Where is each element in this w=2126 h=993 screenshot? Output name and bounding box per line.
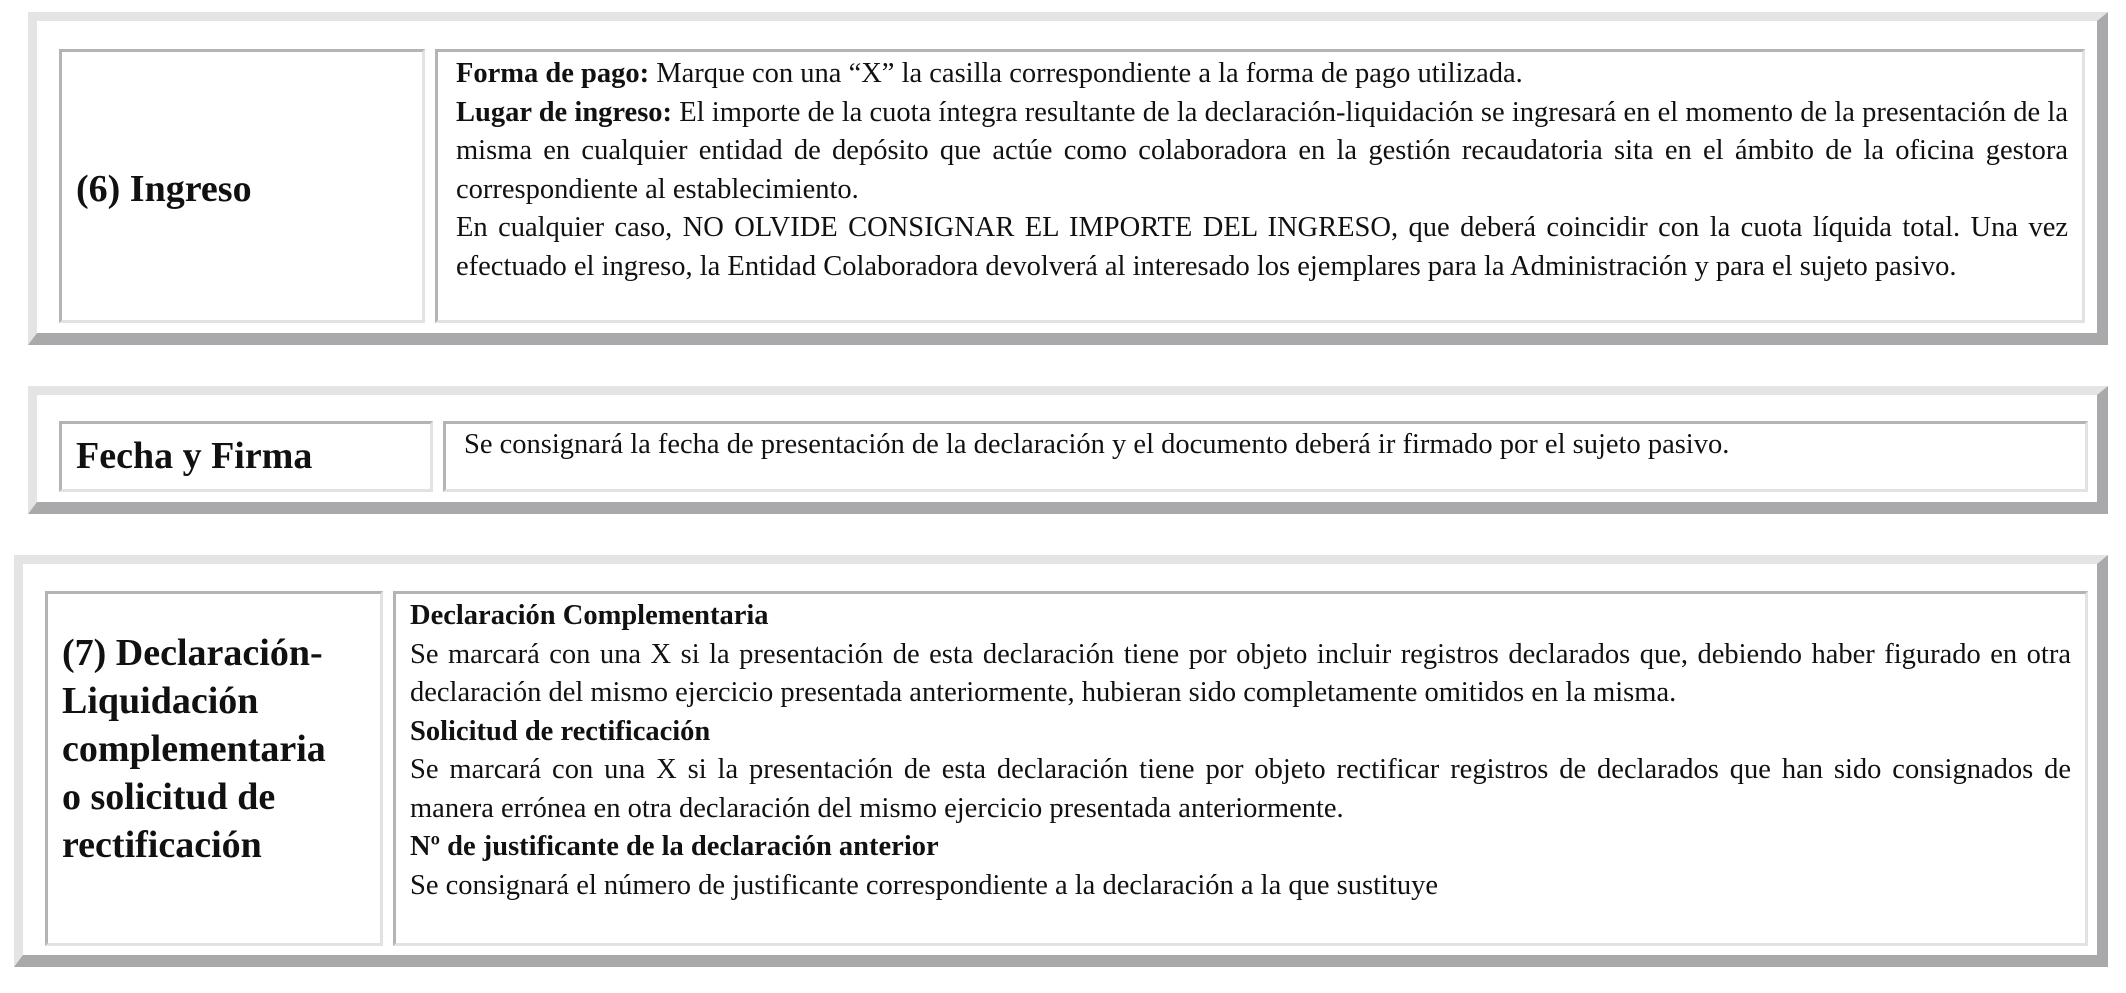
rectificacion-heading-text: Solicitud de rectificación bbox=[410, 715, 711, 747]
lugar-ingreso-label: Lugar de ingreso: bbox=[456, 96, 673, 128]
section-6-content-cell bbox=[435, 49, 2085, 323]
justificante-heading-text: Nº de justificante de la declaración anterior bbox=[410, 831, 939, 862]
complementaria-heading-text: Declaración Complementaria bbox=[410, 600, 769, 631]
fecha-firma-panel bbox=[28, 386, 2108, 514]
section-7-panel bbox=[14, 555, 2108, 967]
justificante-heading bbox=[410, 828, 2071, 867]
lugar-ingreso-paragraph bbox=[456, 94, 2068, 210]
justificante-text: Se consignará el número de justificante correspondiente a la declaración a la que sustituye bbox=[410, 869, 1438, 901]
section-7-label bbox=[62, 629, 326, 869]
rectificacion-text: Se marcará con una X si la presentación de esta declaración tiene por objeto rectificar registros de declarados que han sido consignados de manera errónea en otra declaración del mismo ejercicio presentada anteriormente. bbox=[410, 754, 2071, 824]
forma-pago-text: Marque con una “X” la casilla correspondiente a la forma de pago utilizada. bbox=[649, 58, 1523, 89]
forma-pago-paragraph bbox=[456, 55, 2068, 94]
fecha-firma-content-cell bbox=[443, 421, 2088, 492]
lugar-ingreso-text: El importe de la cuota íntegra resultante de la declaración-liquidación se ingresará en el momento de la presentación de la misma en cualquier entidad de depósito que actúe como colaboradora en la gestión recaudatoria sita en el ámbito de la oficina gestora correspondiente al establecimiento. bbox=[456, 96, 2068, 205]
section-6-ingreso-panel bbox=[28, 12, 2108, 345]
section-7-label-line: complementaria bbox=[62, 728, 326, 770]
rectificacion-heading bbox=[410, 713, 2071, 752]
forma-pago-label: Forma de pago: bbox=[456, 58, 650, 89]
section-6-label: (6) Ingreso bbox=[76, 168, 252, 210]
fecha-firma-text: Se consignará la fecha de presentación de la declaración y el documento deberá ir firmado por el sujeto pasivo. bbox=[464, 429, 1730, 460]
complementaria-heading bbox=[410, 597, 2071, 636]
section-7-content-cell bbox=[393, 591, 2088, 946]
section-7-content bbox=[396, 594, 2085, 905]
section-7-label-cell bbox=[45, 591, 383, 946]
fecha-firma-content bbox=[446, 424, 2085, 465]
section-7-label-line: Liquidación bbox=[62, 680, 259, 722]
ingreso-note: En cualquier caso, NO OLVIDE CONSIGNAR EL IMPORTE DEL INGRESO, que deberá coincidir con la cuota líquida total. Una vez efectuado el ingreso, la Entidad Colaboradora devolverá al interesado los ejemplares para la Administración y para el sujeto pasivo. bbox=[456, 212, 2068, 282]
section-7-label-line: o solicitud de bbox=[62, 776, 276, 818]
fecha-firma-label: Fecha y Firma bbox=[76, 435, 313, 477]
section-6-content bbox=[438, 52, 2082, 286]
section-7-label-line: rectificación bbox=[62, 824, 262, 866]
section-7-label-line: (7) Declaración- bbox=[62, 632, 323, 674]
section-6-label-cell bbox=[59, 49, 425, 323]
complementaria-text: Se marcará con una X si la presentación de esta declaración tiene por objeto incluir registros declarados que, debiendo haber figurado en otra declaración del mismo ejercicio presentada anteriormente, hubieran sido completamente omitidos en la misma. bbox=[410, 638, 2071, 708]
fecha-firma-label-cell bbox=[59, 421, 433, 492]
